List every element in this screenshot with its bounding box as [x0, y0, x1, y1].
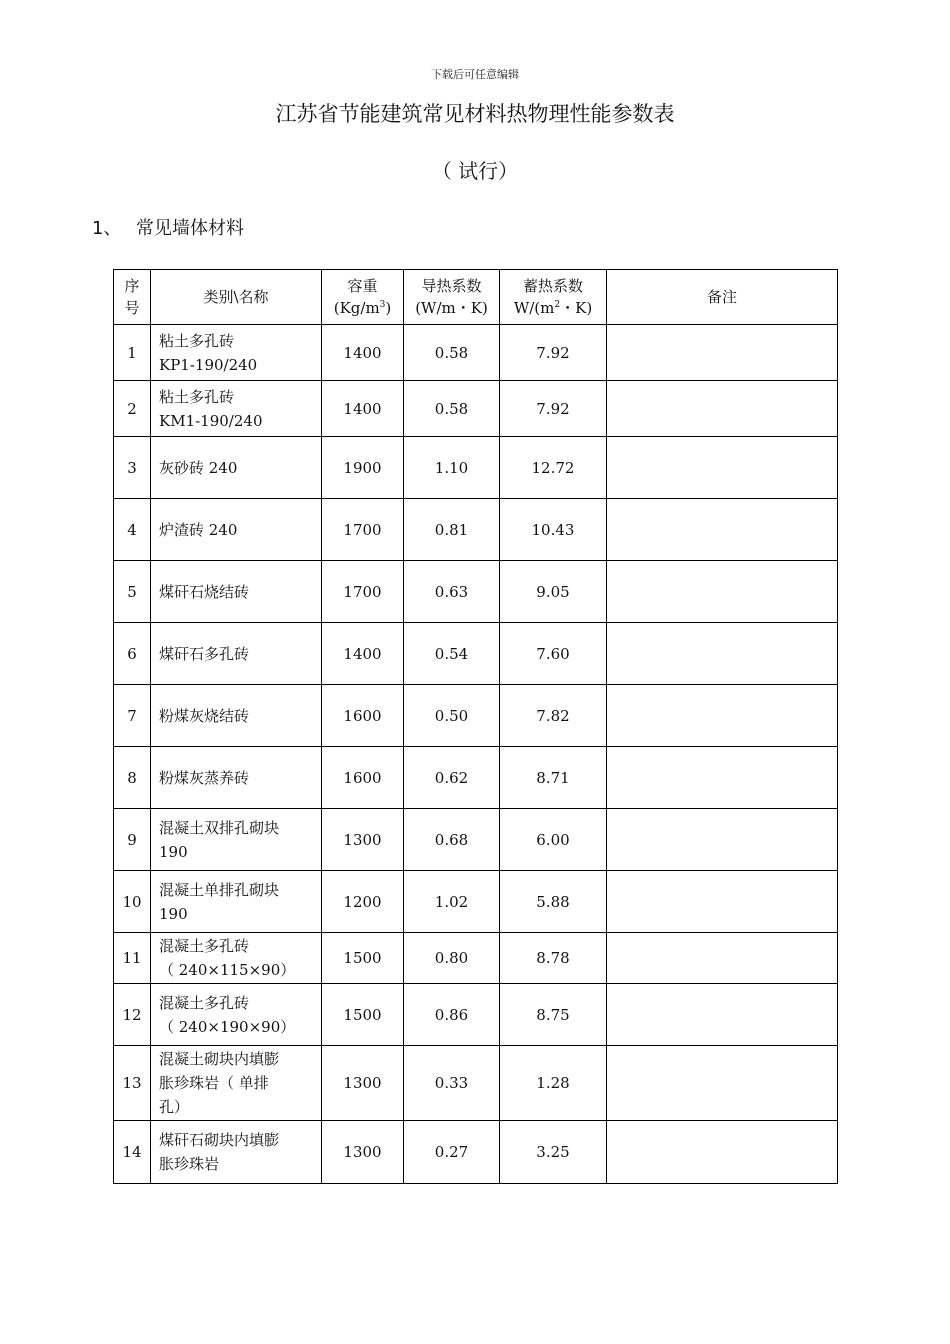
cell-storage: 7.82	[500, 685, 607, 747]
table-row	[114, 623, 838, 685]
section-number: 1、	[92, 218, 122, 239]
cell-note	[607, 499, 838, 561]
cell-index: 2	[114, 381, 151, 437]
cell-storage: 7.92	[500, 381, 607, 437]
cell-density: 1300	[322, 809, 404, 871]
table-header-row	[114, 270, 838, 325]
table-body	[114, 325, 838, 1184]
header-index-line: 号	[124, 299, 140, 317]
cell-storage: 7.92	[500, 325, 607, 381]
cell-conductivity: 1.02	[404, 871, 500, 933]
cell-density: 1600	[322, 685, 404, 747]
cell-index: 1	[114, 325, 151, 381]
cell-density: 1400	[322, 381, 404, 437]
cell-index: 8	[114, 747, 151, 809]
cell-conductivity: 0.81	[404, 499, 500, 561]
document-title: 江苏省节能建筑常见材料热物理性能参数表	[275, 102, 675, 126]
table-row	[114, 437, 838, 499]
cell-index: 11	[114, 933, 151, 984]
cell-name	[151, 685, 322, 747]
cell-name-line: 孔）	[159, 1098, 190, 1116]
cell-storage: 9.05	[500, 561, 607, 623]
cell-note	[607, 809, 838, 871]
materials-table	[113, 269, 838, 1184]
header-density-label: 容重	[347, 277, 378, 295]
header-conductivity-unit: (W/m・K)	[415, 299, 488, 317]
header-index	[114, 270, 151, 325]
cell-storage: 1.28	[500, 1046, 607, 1121]
cell-density: 1700	[322, 561, 404, 623]
cell-conductivity: 0.54	[404, 623, 500, 685]
cell-storage: 8.71	[500, 747, 607, 809]
cell-density: 1700	[322, 499, 404, 561]
cell-storage: 10.43	[500, 499, 607, 561]
cell-name	[151, 933, 322, 984]
cell-density: 1400	[322, 325, 404, 381]
cell-index: 4	[114, 499, 151, 561]
cell-name-line: 混凝土砌块内填膨	[159, 1050, 280, 1068]
cell-density: 1600	[322, 747, 404, 809]
cell-conductivity: 0.58	[404, 381, 500, 437]
cell-name-line: 粉煤灰烧结砖	[159, 706, 250, 725]
cell-conductivity: 0.68	[404, 809, 500, 871]
cell-storage: 3.25	[500, 1121, 607, 1184]
cell-name-line: （ 240×190×90）	[159, 1017, 296, 1036]
cell-index: 9	[114, 809, 151, 871]
cell-name-line: （ 240×115×90）	[159, 961, 296, 979]
cell-name-line: 煤矸石多孔砖	[159, 644, 250, 663]
cell-note	[607, 1046, 838, 1121]
cell-note	[607, 984, 838, 1046]
cell-name-line: 煤矸石烧结砖	[159, 582, 250, 601]
table-row	[114, 984, 838, 1046]
cell-name	[151, 499, 322, 561]
header-note: 备注	[607, 270, 838, 325]
cell-storage: 6.00	[500, 809, 607, 871]
table-row	[114, 933, 838, 984]
cell-name-line: 胀珍珠岩（ 单排	[159, 1074, 269, 1092]
header-density	[322, 270, 404, 325]
cell-index: 14	[114, 1121, 151, 1184]
header-index-line: 序	[124, 277, 140, 295]
section-heading	[92, 214, 244, 240]
cell-name	[151, 437, 322, 499]
table-row	[114, 809, 838, 871]
table-row	[114, 1121, 838, 1184]
cell-name-line: 混凝土多孔砖	[159, 993, 250, 1012]
header-storage-label: 蓄热系数	[522, 277, 583, 295]
cell-note	[607, 747, 838, 809]
cell-name	[151, 381, 322, 437]
cell-name-line: 灰砂砖 240	[159, 458, 238, 477]
cell-note	[607, 561, 838, 623]
cell-storage: 7.60	[500, 623, 607, 685]
cell-name-line: 粉煤灰蒸养砖	[159, 768, 250, 787]
cell-name-line: 190	[159, 842, 188, 861]
cell-name	[151, 809, 322, 871]
header-conductivity	[404, 270, 500, 325]
cell-name	[151, 984, 322, 1046]
table-row	[114, 685, 838, 747]
cell-note	[607, 437, 838, 499]
cell-name-line: 胀珍珠岩	[159, 1155, 220, 1173]
cell-density: 1500	[322, 933, 404, 984]
cell-density: 1900	[322, 437, 404, 499]
cell-note	[607, 381, 838, 437]
table-row	[114, 499, 838, 561]
cell-name	[151, 1046, 322, 1121]
cell-storage: 5.88	[500, 871, 607, 933]
document-subtitle: （ 试行）	[431, 159, 519, 183]
cell-note	[607, 685, 838, 747]
cell-conductivity: 0.27	[404, 1121, 500, 1184]
cell-storage: 12.72	[500, 437, 607, 499]
cell-conductivity: 1.10	[404, 437, 500, 499]
cell-conductivity: 0.33	[404, 1046, 500, 1121]
cell-name-line: KM1-190/240	[159, 411, 263, 430]
cell-storage: 8.78	[500, 933, 607, 984]
cell-index: 10	[114, 871, 151, 933]
cell-name-line: 混凝土多孔砖	[159, 937, 250, 955]
cell-note	[607, 933, 838, 984]
header-density-unit: $(Kg/m^3)$	[333, 299, 392, 317]
cell-name-line: KP1-190/240	[159, 355, 258, 374]
cell-conductivity: 0.50	[404, 685, 500, 747]
cell-conductivity: 0.63	[404, 561, 500, 623]
cell-name	[151, 623, 322, 685]
cell-conductivity: 0.80	[404, 933, 500, 984]
cell-name	[151, 1121, 322, 1184]
cell-name-line: 粘土多孔砖	[159, 387, 235, 406]
table-row	[114, 561, 838, 623]
cell-index: 6	[114, 623, 151, 685]
cell-name-line: 煤矸石砌块内填膨	[159, 1131, 280, 1149]
cell-index: 13	[114, 1046, 151, 1121]
cell-density: 1300	[322, 1121, 404, 1184]
cell-density: 1400	[322, 623, 404, 685]
cell-note	[607, 1121, 838, 1184]
cell-name-line: 190	[159, 904, 188, 923]
cell-conductivity: 0.58	[404, 325, 500, 381]
table-row	[114, 381, 838, 437]
cell-density: 1200	[322, 871, 404, 933]
cell-note	[607, 623, 838, 685]
cell-name	[151, 747, 322, 809]
cell-name-line: 粘土多孔砖	[159, 331, 235, 350]
header-storage-unit: $W/(m^2$・K)	[513, 299, 593, 317]
cell-note	[607, 871, 838, 933]
header-name: 类别\名称	[151, 270, 322, 325]
cell-index: 12	[114, 984, 151, 1046]
header-conductivity-label: 导热系数	[421, 277, 482, 295]
table-row	[114, 325, 838, 381]
table-row	[114, 1046, 838, 1121]
header-note: 下载后可任意编辑	[431, 68, 519, 81]
cell-storage: 8.75	[500, 984, 607, 1046]
cell-name	[151, 561, 322, 623]
cell-index: 7	[114, 685, 151, 747]
cell-name-line: 混凝土双排孔砌块	[159, 818, 280, 837]
cell-index: 3	[114, 437, 151, 499]
cell-index: 5	[114, 561, 151, 623]
cell-density: 1500	[322, 984, 404, 1046]
cell-density: 1300	[322, 1046, 404, 1121]
table-row	[114, 747, 838, 809]
cell-name-line: 炉渣砖 240	[159, 520, 238, 539]
header-storage	[500, 270, 607, 325]
table-row	[114, 871, 838, 933]
cell-conductivity: 0.62	[404, 747, 500, 809]
cell-note	[607, 325, 838, 381]
cell-conductivity: 0.86	[404, 984, 500, 1046]
cell-name	[151, 325, 322, 381]
cell-name	[151, 871, 322, 933]
cell-name-line: 混凝土单排孔砌块	[159, 880, 280, 899]
section-label: 常见墙体材料	[136, 218, 244, 239]
